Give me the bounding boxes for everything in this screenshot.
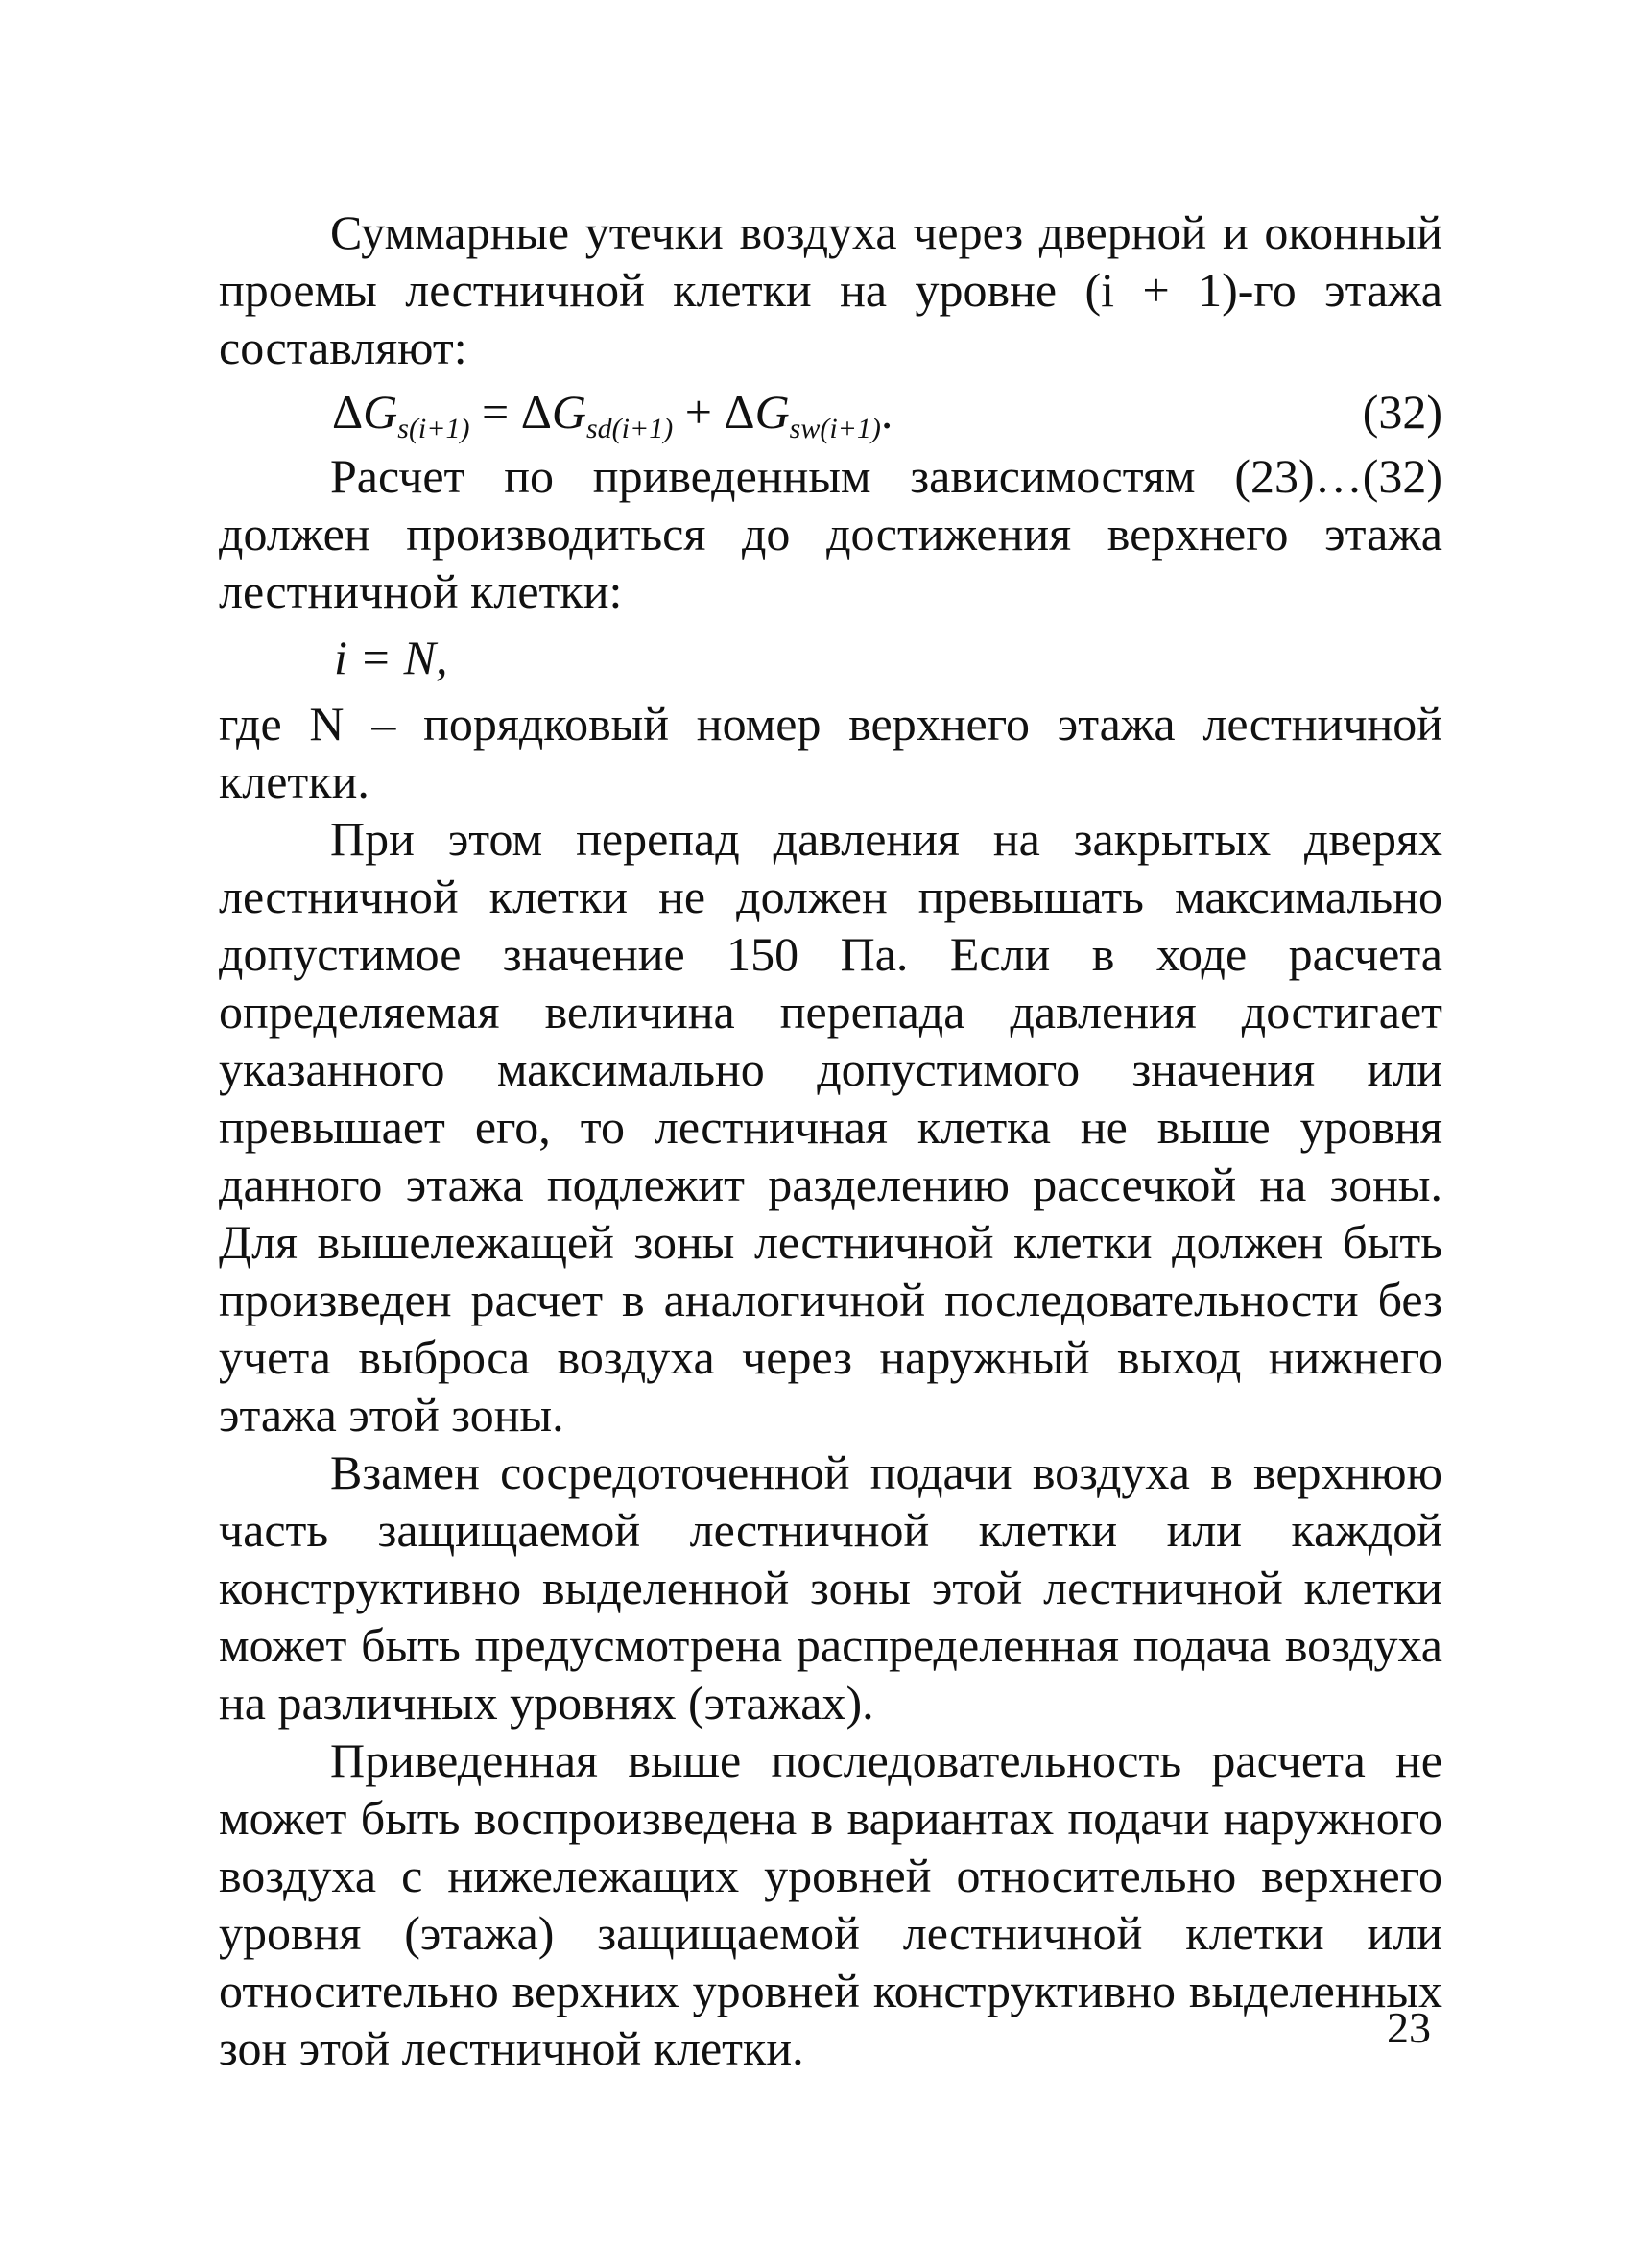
page-text	[219, 203, 1442, 2077]
page-number: 23	[1387, 2003, 1431, 2052]
equation-number: (32)	[1362, 385, 1442, 439]
paragraph-air-leakage: Суммарные утечки воздуха через дверной и оконный проемы лестничной клетки на уровне (i + 1)-го этажа составляют:	[219, 205, 1442, 374]
paragraph-where-n: где N – порядковый номер верхнего этажа лестничной клетки.	[219, 697, 1442, 808]
paragraph-sequence-limitations: Приведенная выше последовательность расчета не может быть воспроизведена в вариантах подачи наружного воздуха с нижележащих уровней относительно верхнего уровня (этажа) защищаемой лестничной клетки или относительно верхних уровней конструктивно выделенных зон этой лестничной клетки.	[219, 1733, 1442, 2075]
formula-i-n-text: i = N,	[334, 631, 448, 684]
formula-term-window: $\Delta G_{sw(i+1)}$	[724, 385, 881, 444]
formula-plus: +	[673, 385, 725, 439]
formula-term-door: $\Delta G_{sd(i+1)}$	[520, 385, 674, 444]
formula-lhs: $\Delta G_{s(i+1)}$	[332, 385, 470, 444]
paragraph-calculation: Расчет по приведенным зависимостям (23)…(32) должен производиться до достижения верхнего этажа лестничной клетки:	[219, 449, 1442, 618]
formula-32	[219, 376, 1442, 447]
formula-i-equals-n	[219, 620, 1442, 695]
formula-end: .	[880, 385, 893, 439]
formula-equals: =	[469, 385, 521, 439]
paragraph-distributed-supply: Взамен сосредоточенной подачи воздуха в верхнюю часть защищаемой лестничной клетки или каждой конструктивно выделенной зоны этой лестничной клетки может быть предусмотрена распределенная подача воздуха на различных уровнях (этажах).	[219, 1445, 1442, 1730]
paragraph-pressure-drop: При этом перепад давления на закрытых дверях лестничной клетки не должен превышать максимально допустимое значение 150 Па. Если в ходе расчета определяемая величина перепада давления достигает указанного максимально допустимого значения или превышает его, то лестничная клетка не выше уровня данного этажа подлежит разделению рассечкой на зоны. Для вышележащей зоны лестничной клетки должен быть произведен расчет в аналогичной последовательности без учета выброса воздуха через наружный выход нижнего этажа этой зоны.	[219, 812, 1442, 1442]
